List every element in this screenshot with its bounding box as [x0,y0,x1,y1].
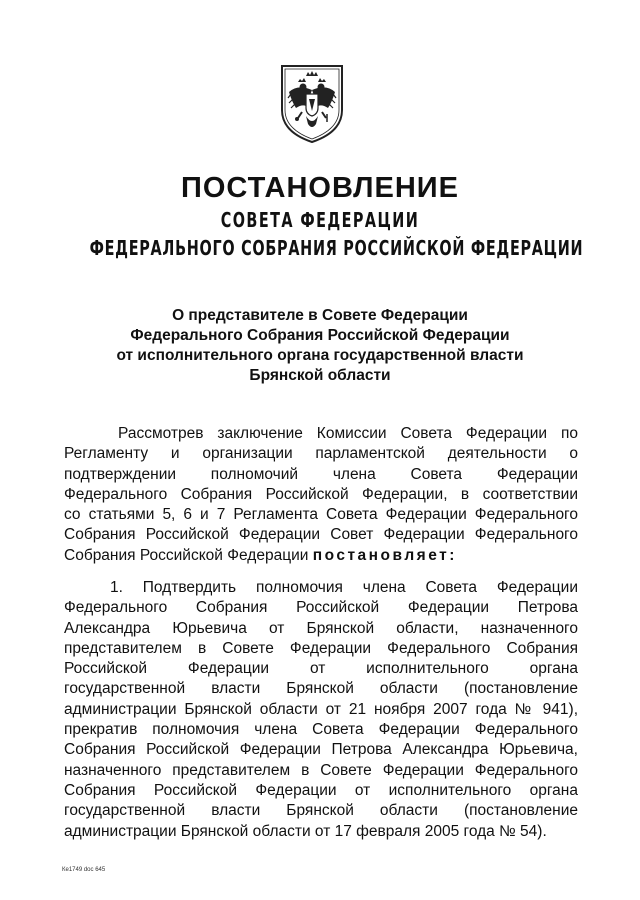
paragraph-line: прекратив полномочия члена Совета Федерации Федерального [64,721,578,739]
paragraph-line: назначенного представителем в Совете Федерации Федерального [64,761,578,779]
subject-line: Брянской области [249,367,391,384]
paragraph-line: подтверждении полномочий члена Совета Федерации [64,465,578,483]
paragraph-line: Федерального Собрания Российской Федерации Петрова [64,599,578,617]
paragraph-line [64,546,578,566]
paragraph-line: Собрания Российской Федерации Петрова Александра Юрьевича, [64,741,578,759]
resolution-item-1 [64,578,578,842]
paragraph-line: Регламенту и организации парламентской деятельности о [64,445,578,463]
paragraph-line: администрации Брянской области от 21 ноября 2007 года № 941), [64,700,578,718]
russian-coat-of-arms-icon [276,62,348,144]
document-issuer-line-1: СОВЕТА ФЕДЕРАЦИИ [220,208,420,232]
paragraph-line: Федерального Собрания Российской Федерации, в соответствии [64,485,578,503]
paragraph-line: администрации Брянской области от 17 февраля 2005 года № 54). [64,822,547,840]
document-subject [0,306,640,386]
paragraph-line: Собрания Российской Федерации Совет Федерации Федерального [64,526,578,544]
paragraph-line: государственной власти Брянской области (постановление [64,680,578,698]
subject-line: от исполнительного органа государственной власти [116,347,524,364]
paragraph-line: со статьями 5, 6 и 7 Регламента Совета Федерации Федерального [64,506,578,524]
document-file-code: Ке1749 doc 645 [62,867,106,873]
subject-line: О представителе в Совете Федерации [172,307,468,324]
paragraph-line-text: Собрания Российской Федерации [64,546,313,564]
paragraph-line: Александра Юрьевича от Брянской области, назначенного [64,619,578,637]
preamble-paragraph [64,424,578,566]
paragraph-line: Рассмотрев заключение Комиссии Совета Федерации по [118,425,578,442]
paragraph-line: Российской Федерации от исполнительного органа [64,660,578,678]
resolution-keyword: постановляет: [312,546,457,564]
document-issuer-line-2: ФЕДЕРАЛЬНОГО СОБРАНИЯ РОССИЙСКОЙ ФЕДЕРАЦИИ [89,236,584,260]
paragraph-line: 1. Подтвердить полномочия члена Совета Федерации [110,579,578,596]
subject-line: Федерального Собрания Российской Федерации [130,327,510,344]
paragraph-line: представителем в Совете Федерации Федерального Собрания [64,639,578,657]
paragraph-line: государственной власти Брянской области (постановление [64,802,578,820]
paragraph-line: Собрания Российской Федерации от исполнительного органа [64,781,578,799]
document-title: ПОСТАНОВЛЕНИЕ [181,172,459,204]
